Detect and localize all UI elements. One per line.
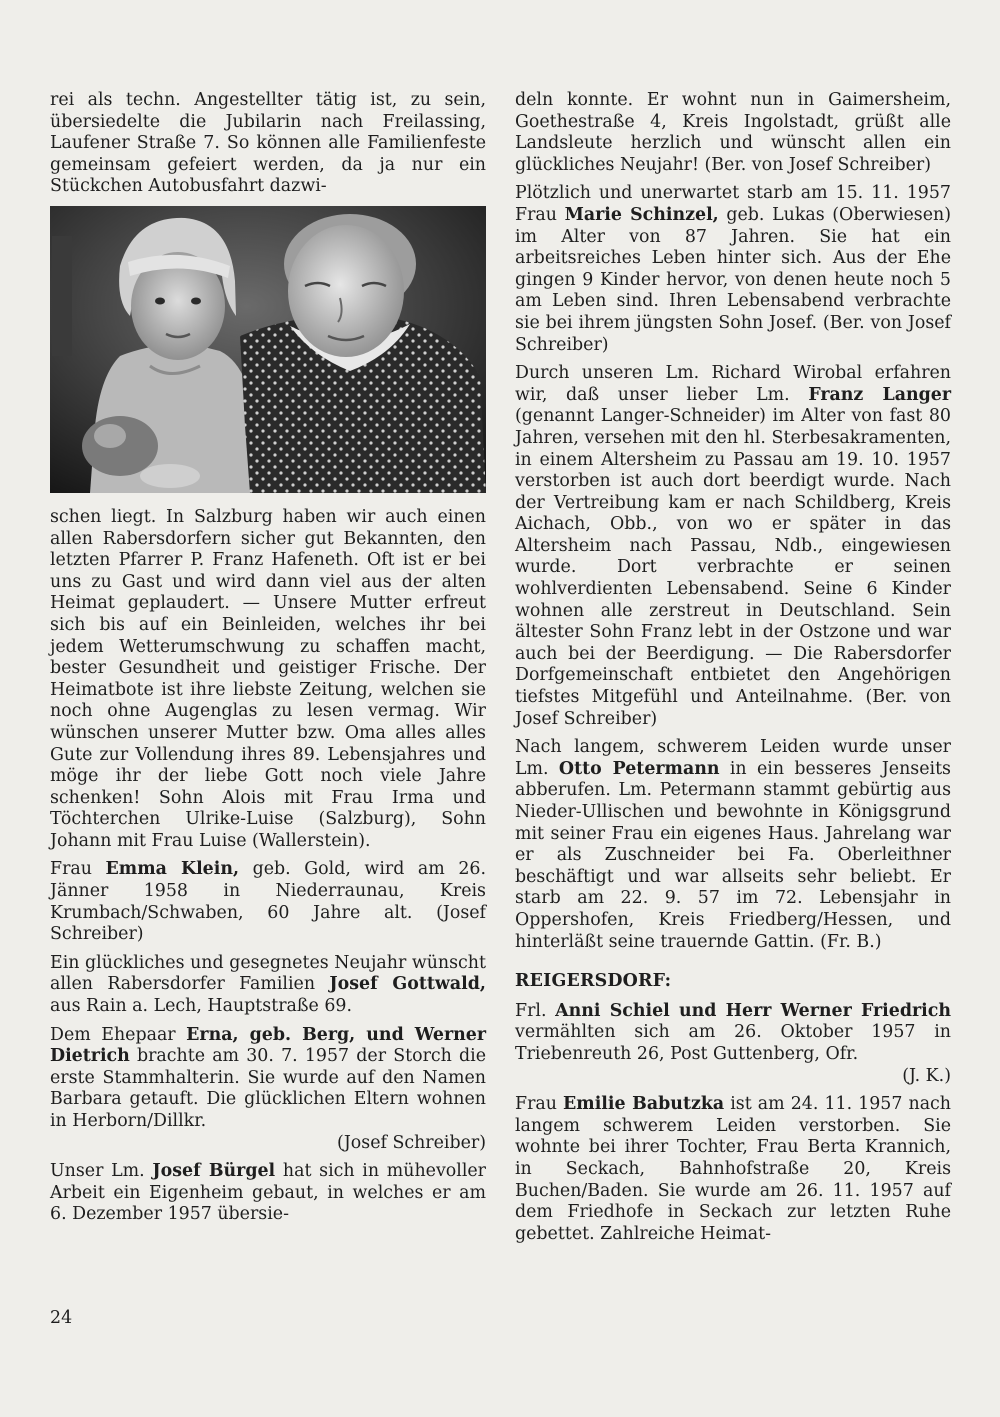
person-name: Franz Langer <box>808 384 951 405</box>
left-column <box>50 90 486 1233</box>
right-column <box>515 90 951 1252</box>
person-name: Emilie Babutzka <box>563 1094 725 1115</box>
paragraph-babutzka-obituary: Frau Emilie Babutzka ist am 24. 11. 1957 nach langem schwerem Leiden verstorben. Sie wohnte bei ihrer Tochter, Frau Berta Krannich, in Seckach, Bahnhofstraße 20, Kreis Buchen/Baden. Sie wurde am 26. 11. 1957 auf dem Friedhofe in Seckach zur letzten Ruhe gebettet. Zahlreiche Heimat- <box>515 1094 951 1244</box>
paragraph-continuation: deln konnte. Er wohnt nun in Gaimersheim, Goethestraße 4, Kreis Ingolstadt, grüßt alle Landsleute herzlich und wünscht allen ein glückliches Neujahr! (Ber. von Josef Schreiber) <box>515 90 951 175</box>
person-name: Erna, geb. Berg, und Werner Dietrich <box>50 1024 486 1067</box>
paragraph-buergel: Unser Lm. Josef Bürgel hat sich in mühevoller Arbeit ein Eigenheim gebaut, in welches er am 6. Dezember 1957 übersie- <box>50 1161 486 1225</box>
person-name: Josef Bürgel <box>152 1161 276 1182</box>
paragraph-langer-obituary: Durch unseren Lm. Richard Wirobal erfahren wir, daß unser lieber Lm. Franz Langer (genannt Langer-Schneider) im Alter von fast 80 Jahren, versehen mit den hl. Sterbesakramenten, in einem Altersheim zu Passau am 19. 10. 1957 verstorben ist auch dort beerdigt wurde. Nach der Vertreibung kam er nach Schildberg, Kreis Aichach, Obb., von wo er später in das Altersheim nach Passau, Ndb., eingewiesen wurde. Dort verbrachte er seinen wohlverdienten Lebensabend. Seine 6 Kinder wohnen alle zerstreut in Deutschland. Sein ältester Sohn Franz lebt in der Ostzone und war auch bei der Beerdigung. — Die Rabersdorfer Dorfgemeinschaft entbietet den Angehörigen tiefstes Mitgefühl und Anteilnahme. (Ber. von Josef Schreiber) <box>515 363 951 729</box>
page-number: 24 <box>50 1308 73 1328</box>
person-name: Marie Schinzel, <box>564 204 719 225</box>
paragraph-emma-klein: Frau Emma Klein, geb. Gold, wird am 26. Jänner 1958 in Niederraunau, Kreis Krumbach/Schwaben, 60 Jahre alt. (Josef Schreiber) <box>50 859 486 945</box>
paragraph-gottwald-new-year: Ein glückliches und gesegnetes Neujahr wünscht allen Rabersdorfer Familien Josef Gottwald, aus Rain a. Lech, Hauptstraße 69. <box>50 952 486 1017</box>
person-name: Emma Klein, <box>105 859 240 880</box>
person-name: Anni Schiel und Herr Werner Friedrich <box>555 1000 951 1021</box>
author-signature: (Josef Schreiber) <box>337 1132 486 1153</box>
person-name: Josef Gottwald, <box>329 974 486 995</box>
author-signature: (J. K.) <box>902 1065 951 1086</box>
photo-image <box>50 206 486 493</box>
paragraph-schinzel-obituary: Plötzlich und unerwartet starb am 15. 11. 1957 Frau Marie Schinzel, geb. Lukas (Oberwiesen) im Alter von 87 Jahren. Sie hat ein arbeitsreiches Leben hinter sich. Aus der Ehe gingen 9 Kinder hervor, von denen heute noch 5 am Leben sind. Ihren Lebensabend verbrachte sie bei ihrem jüngsten Sohn Josef. (Ber. von Josef Schreiber) <box>515 183 951 355</box>
person-name: Otto Petermann <box>558 758 720 779</box>
paragraph-dietrich-birth: Dem Ehepaar Erna, geb. Berg, und Werner Dietrich brachte am 30. 7. 1957 der Storch die erste Stammhalterin. Sie wurde auf den Namen Barbara getauft. Die glücklichen Eltern wohnen in Herborn/Dillkr. (Josef Schreiber) <box>50 1024 486 1153</box>
paragraph-petermann-obituary: Nach langem, schwerem Leiden wurde unser Lm. Otto Petermann in ein besseres Jenseits abberufen. Lm. Petermann stammt gebürtig aus Nieder-Ullischen und bewohnte in Königsgrund mit seiner Frau ein eigenes Haus. Jahrelang war er als Zuschneider bei Fa. Oberleithner beschäftigt und war allseits sehr beliebt. Er starb am 22. 9. 57 im 72. Lebensjahr in Oppershofen, Kreis Friedberg/Hessen, und hinterläßt seine trauernde Gattin. (Fr. B.) <box>515 737 951 952</box>
photo-child-and-grandmother <box>50 206 486 493</box>
paragraph-birthday-greeting: schen liegt. In Salzburg haben wir auch einen allen Rabersdorfern sicher gut Bekannten, den letzten Pfarrer P. Franz Hafeneth. Oft ist er bei uns zu Gast und wird dann viel aus der alten Heimat geplaudert. — Unsere Mutter erfreut sich bis auf ein Beinleiden, welches ihr bei jedem Wetterumschwung zu schaffen macht, bester Gesundheit und geistiger Frische. Der Heimatbote ist ihre liebste Zeitung, welchen sie noch ohne Augenglas zu lesen vermag. Wir wünschen unserer Mutter bzw. Oma alles alles Gute zur Vollendung ihres 89. Lebensjahres und möge ihr der liebe Gott noch viele Jahre schenken! Sohn Alois mit Frau Irma und Töchterchen Ulrike-Luise (Salzburg), Sohn Johann mit Frau Luise (Wallerstein). <box>50 506 486 851</box>
section-heading-reigersdorf: REIGERSDORF: <box>515 971 672 992</box>
paragraph-schiel-friedrich-wedding: Frl. Anni Schiel und Herr Werner Friedrich vermählten sich am 26. Oktober 1957 in Triebenreuth 26, Post Guttenberg, Ofr. (J. K.) <box>515 1000 951 1086</box>
paragraph-continuation: rei als techn. Angestellter tätig ist, zu sein, übersiedelte die Jubilarin nach Freilassing, Laufener Straße 7. So können alle Familienfeste gemeinsam gefeiert werden, da ja nur ein Stückchen Autobusfahrt dazwi- <box>50 90 486 197</box>
